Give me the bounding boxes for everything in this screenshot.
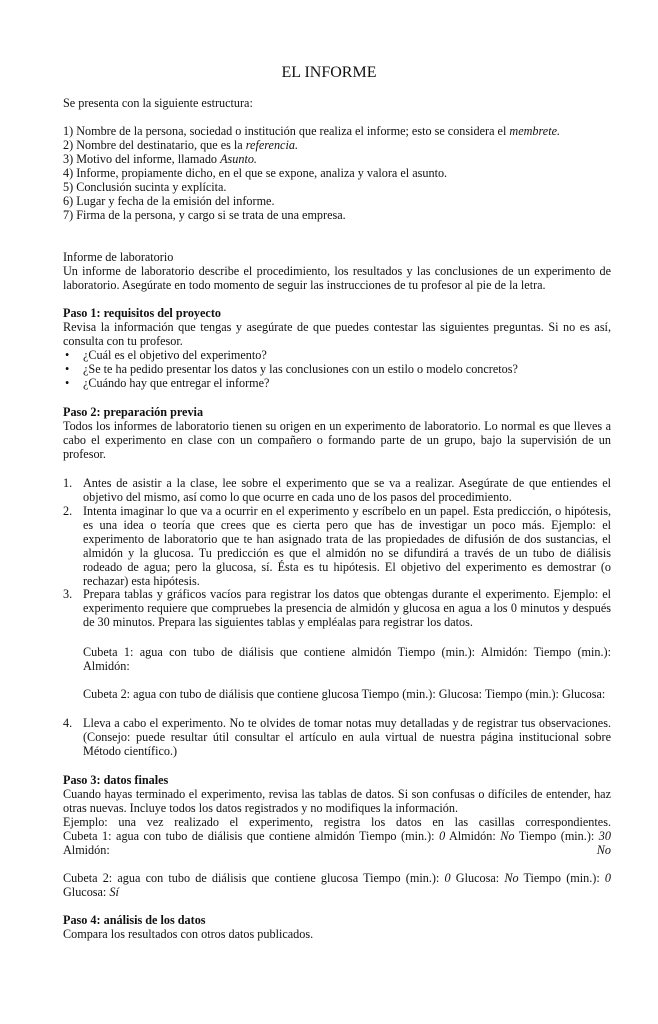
bullet-item: • ¿Se te ha pedido presentar los datos y las conclusiones con un estilo o modelo concretos? [63, 362, 611, 376]
lab-text: Un informe de laboratorio describe el procedimiento, los resultados y las conclusiones de un experimento de laboratorio. Asegúrate en todo momento de seguir las instrucciones de tu profesor al pie de la letra. [63, 264, 611, 292]
paso1-section [63, 306, 611, 390]
structure-item: 5) Conclusión sucinta y explícita. [63, 180, 227, 194]
structure-item: 2) Nombre del destinatario, que es la referencia. [63, 138, 298, 152]
paso3-section [63, 773, 611, 857]
numbered-item: 4. Lleva a cabo el experimento. No te olvides de tomar notas muy detalladas y de registrar tus observaciones. (Consejo: puede resultar útil consultar el artículo en aula virtual de nuestra página institucional sobre Método científico.) [63, 716, 611, 758]
paso2-item3 [63, 587, 611, 629]
paso2-text: Todos los informes de laboratorio tienen su origen en un experimento de laboratorio. Lo normal es que lleves a cabo el experimento en clase con un compañero o formando parte de un grupo, bajo la supervisión de un profesor. [63, 419, 611, 461]
cubeta2-results: Cubeta 2: agua con tubo de diálisis que contiene glucosa Tiempo (min.): 0 Glucosa: No Tiempo (min.): 0 Glucosa: Sí [63, 871, 611, 899]
paso4-section [63, 913, 611, 941]
cubeta1-results-cont: Almidón: No [63, 843, 611, 857]
structure-item: 3) Motivo del informe, llamado Asunto. [63, 152, 257, 166]
cubeta1-table: Cubeta 1: agua con tubo de diálisis que contiene almidón Tiempo (min.): Almidón: Tiempo (min.): Almidón: [83, 645, 611, 673]
paso2-heading: Paso 2: preparación previa [63, 405, 204, 419]
bullet-item: • ¿Cuál es el objetivo del experimento? [63, 348, 611, 362]
lab-section [63, 250, 611, 292]
structure-item: 7) Firma de la persona, y cargo si se trata de una empresa. [63, 208, 346, 222]
cubeta2-table: Cubeta 2: agua con tubo de diálisis que contiene glucosa Tiempo (min.): Glucosa: Tiempo (min.): Glucosa: [83, 687, 606, 701]
numbered-item: 2. Intenta imaginar lo que va a ocurrir en el experimento y escríbelo en un papel. Esta predicción, o hipótesis, es una idea o teoría que crees que es cierta pero que has de investigar un poco más. Ejemplo: el experimento de laboratorio que te han asignado trata de las propiedades de difusión de dos sustancias, el almidón y la glucosa. Tu predicción es que el almidón no se difundirá a través de un tubo de diálisis rodeado de agua; pero la glucosa, sí. Ésta es tu hipótesis. El objetivo del experimento es demostrar (o rechazar) esta hipótesis. [63, 504, 611, 588]
paso4-heading: Paso 4: análisis de los datos [63, 913, 206, 927]
intro-text: Se presenta con la siguiente estructura: [63, 96, 253, 110]
paso2-item4 [63, 716, 611, 758]
structure-item: 6) Lugar y fecha de la emisión del informe. [63, 194, 275, 208]
paso1-text: Revisa la información que tengas y asegúrate de que puedes contestar las siguientes preguntas. Si no es así, consulta con tu profesor. [63, 320, 611, 348]
paso1-bullets [63, 348, 611, 390]
paso3-heading: Paso 3: datos finales [63, 773, 169, 787]
paso3-text: Cuando hayas terminado el experimento, revisa las tablas de datos. Si son confusas o difíciles de entender, haz otras nuevas. Incluye todos los datos registrados y no modifiques la información. [63, 787, 611, 815]
paso4-text: Compara los resultados con otros datos publicados. [63, 927, 314, 941]
structure-item: 4) Informe, propiamente dicho, en el que se expone, analiza y valora el asunto. [63, 166, 448, 180]
structure-item: 1) Nombre de la persona, sociedad o institución que realiza el informe; esto se considera el membrete. [63, 124, 561, 138]
numbered-item: 1. Antes de asistir a la clase, lee sobre el experimento que se va a realizar. Asegúrate de que entiendes el objetivo del mismo, así como lo que ocurre en cada uno de los pasos del procedimiento. [63, 476, 611, 504]
page-title: EL INFORME [281, 64, 377, 81]
paso2-list [63, 476, 611, 588]
paso1-heading: Paso 1: requisitos del proyecto [63, 306, 221, 320]
paso2-section [63, 405, 611, 461]
cubeta1-results: Cubeta 1: agua con tubo de diálisis que contiene almidón Tiempo (min.): 0 Almidón: No Tiempo (min.): 30 [63, 829, 611, 843]
bullet-item: • ¿Cuándo hay que entregar el informe? [63, 376, 611, 390]
paso3-example: Ejemplo: una vez realizado el experimento, registra los datos en las casillas correspondientes. [63, 815, 611, 829]
numbered-item: 3. Prepara tablas y gráficos vacíos para registrar los datos que obtengas durante el experimento. Ejemplo: el experimento requiere que compruebes la presencia de almidón y glucosa en agua a los 0 minutos y después de 30 minutos. Prepara las siguientes tablas y empléalas para registrar los datos. [63, 587, 611, 629]
structure-list [63, 124, 611, 222]
lab-heading: Informe de laboratorio [63, 250, 174, 264]
